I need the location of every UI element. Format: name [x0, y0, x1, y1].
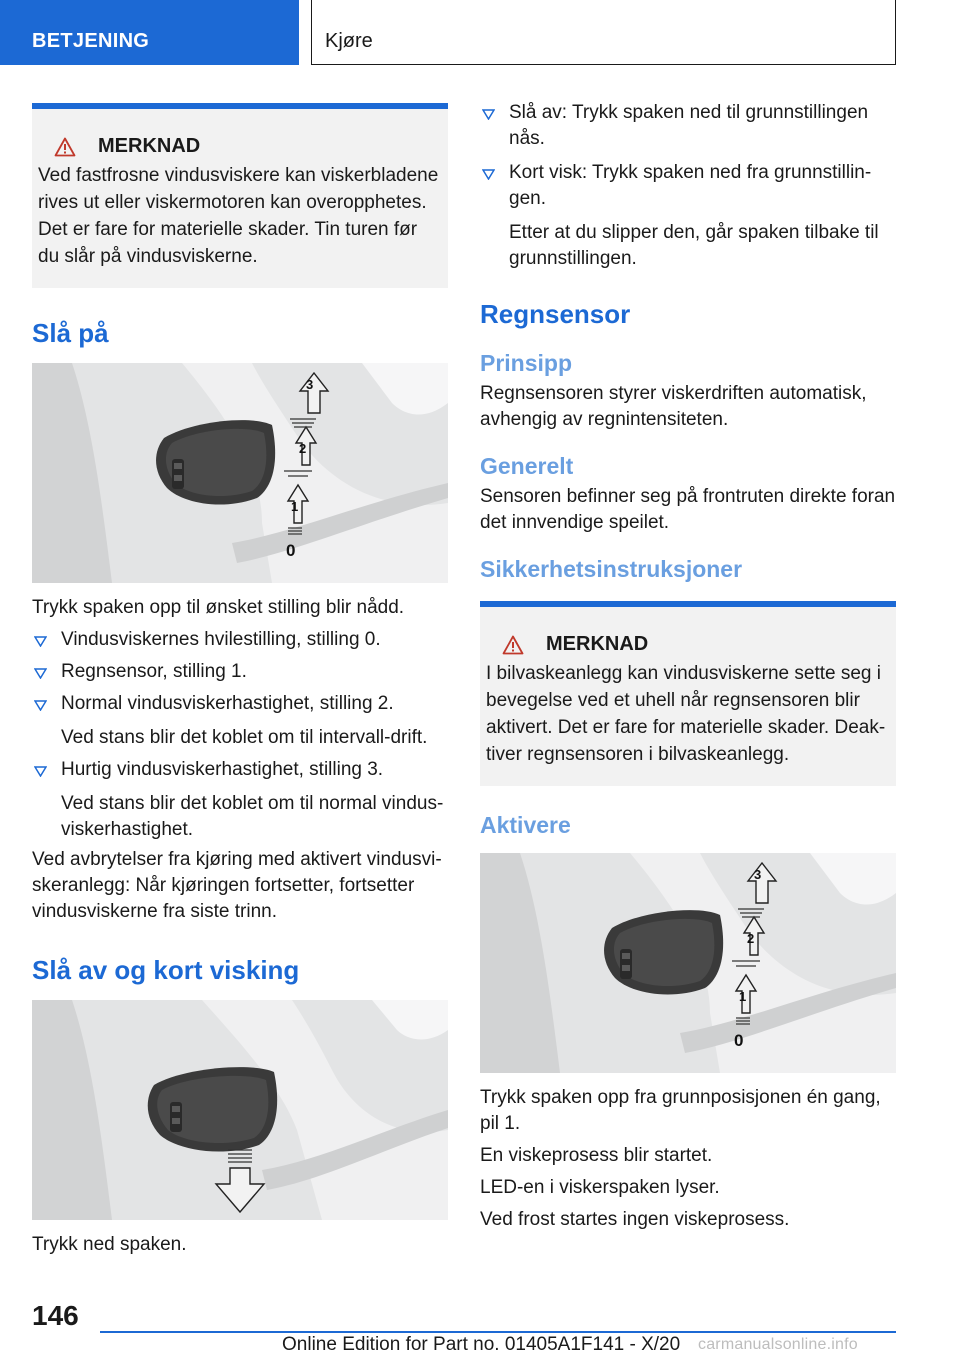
list-item — [32, 757, 448, 843]
list-item — [480, 100, 896, 152]
activate-step-3: LED-en i viskerspaken lyser. — [480, 1177, 720, 1198]
notice-title: MERKNAD — [98, 135, 201, 157]
subheading-activate: Aktivere — [480, 812, 571, 838]
bullet-triangle-icon — [482, 169, 495, 180]
position-2-label: 2 — [299, 441, 307, 456]
wiper-lever-activate-illustration — [480, 853, 896, 1073]
chapter-title: Kjøre — [325, 30, 373, 52]
position-2-label: 2 — [747, 931, 755, 946]
notice-box — [480, 601, 896, 786]
caption-switch-off: Trykk ned spaken. — [32, 1234, 187, 1255]
position-0-label: 0 — [734, 1031, 744, 1050]
position-3-label: 3 — [306, 377, 314, 392]
principle-text: Regnsensoren styrer viskerdriften automatisk, avhengig av regnintensiteten. — [480, 383, 867, 430]
notice-text: Ved fastfrosne vindusviskere kan viskerbladene rives ut eller viskermotoren kan overopphetes. Det er fare for materielle skader. Tin turen før du slår på vindusviskerne. — [38, 165, 439, 267]
wiper-positions-list — [32, 627, 448, 843]
right-column — [480, 100, 896, 1233]
list-item-text: Kort visk: Trykk spaken ned fra grunnstillingen. — [509, 162, 872, 209]
caption-switch-on: Trykk spaken opp til ønsket stilling blir nådd. — [32, 597, 405, 618]
watermark: carmanualsonline.info — [698, 1336, 858, 1353]
list-item — [32, 627, 448, 653]
activate-step-4: Ved frost startes ingen viskeprosess. — [480, 1209, 790, 1230]
notice-title: MERKNAD — [546, 633, 649, 655]
notice-header — [488, 633, 888, 656]
position-1-label: 1 — [739, 989, 747, 1004]
notice-header — [40, 135, 440, 158]
subheading-safety: Sikkerhetsinstruksjoner — [480, 556, 743, 582]
general-text: Sensoren befinner seg på frontruten direkte foran det innvendige speilet. — [480, 486, 896, 533]
list-item-text: Normal vindusviskerhastighet, stilling 2. — [61, 693, 394, 714]
footer-rule — [100, 1331, 896, 1333]
section-tab — [0, 0, 299, 65]
bullet-triangle-icon — [34, 700, 47, 711]
section-title: BETJENING — [32, 30, 150, 52]
activate-step-1: Trykk spaken opp fra grunnposisjonen én gang, pil 1. — [480, 1087, 881, 1134]
list-item — [32, 659, 448, 685]
notice-text: I bilvaskeanlegg kan vindusviskerne sette seg i bevegelse ved et uhell når regnsensoren blir aktivert. Det er fare for materielle skader. Deaktiver regnsensoren i bilvaskeanlegg. — [486, 663, 886, 765]
left-column — [32, 103, 448, 1258]
bullet-triangle-icon — [34, 636, 47, 647]
subheading-general: Generelt — [480, 453, 574, 479]
page-number: 146 — [32, 1300, 79, 1331]
list-item — [480, 160, 896, 272]
list-item-subtext: Ved stans blir det koblet om til intervall-drift. — [61, 727, 428, 748]
interrupt-paragraph: Ved avbrytelser fra kjøring med aktivert vindusviskeranlegg: Når kjøringen fortsetter, fortsetter vindusviskerne fra siste trinn. — [32, 849, 442, 922]
wiper-lever-up-illustration — [32, 363, 448, 583]
heading-switch-on: Slå på — [32, 318, 109, 348]
bullet-triangle-icon — [482, 109, 495, 120]
warning-icon — [502, 635, 524, 655]
switch-off-list — [480, 100, 896, 272]
bullet-triangle-icon — [34, 766, 47, 777]
list-item-text: Vindusviskernes hvilestilling, stilling 0. — [61, 629, 381, 650]
activate-step-2: En viskeprosess blir startet. — [480, 1145, 713, 1166]
list-item-text: Regnsensor, stilling 1. — [61, 661, 247, 682]
position-0-label: 0 — [286, 541, 296, 560]
list-item — [32, 691, 448, 751]
list-item-subtext: Ved stans blir det koblet om til normal vindusviskerhastighet. — [61, 793, 444, 840]
list-item-text: Slå av: Trykk spaken ned til grunnstillingen nås. — [509, 102, 869, 149]
list-item-text: Hurtig vindusviskerhastighet, stilling 3. — [61, 759, 384, 780]
chapter-box — [311, 0, 896, 65]
warning-icon — [54, 137, 76, 157]
bullet-triangle-icon — [34, 668, 47, 679]
heading-switch-off: Slå av og kort visking — [32, 955, 300, 985]
wiper-lever-down-illustration — [32, 1000, 448, 1220]
position-1-label: 1 — [291, 499, 299, 514]
subheading-principle: Prinsipp — [480, 350, 573, 376]
edition-note: Online Edition for Part no. 01405A1F141 - X/20 — [282, 1334, 681, 1355]
position-3-label: 3 — [754, 867, 762, 882]
list-item-subtext: Etter at du slipper den, går spaken tilbake til grunnstillingen. — [509, 222, 879, 269]
heading-rain-sensor: Regnsensor — [480, 299, 631, 329]
notice-box — [32, 103, 448, 288]
